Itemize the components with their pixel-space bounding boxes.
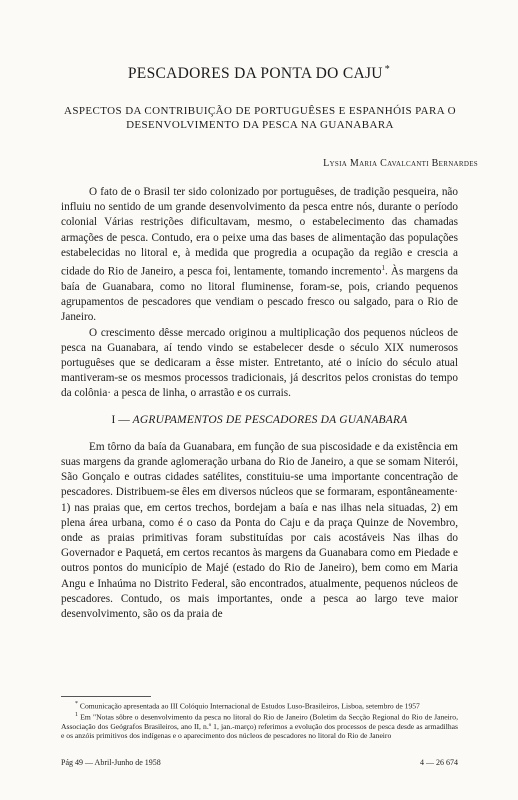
footnote-2-text: Em "Notas sôbre o desenvolvimento da pesca no litoral do Rio de Janeiro (Boletim da Secção Regional do Rio de Janeiro, Associação dos Geógrafos Brasileiros, ano II, n.º 1, jan.-março) referimos a evolução dos processos de pesca desde as armadilhas e os anzóis primitivos dos indígenas e o aparecimento dos núcleos de pescadores no litoral do Rio de Janeiro [61,712,458,741]
paragraph-1-part-b: . Às margens da baía de Guanabara, como no litoral fluminense, foram-se, pois, criando pequenos agrupamentos de pescadores que vendiam o pescado fresco ou salgado, para o Rio de Janeiro. [61,265,458,324]
section-number: I — [111,413,130,426]
footnote-ref-1: 1 [381,264,385,273]
footnote-1-mark: * [75,701,78,707]
paragraph-3: Em tôrno da baía da Guanabara, em função de sua piscosidade e da existência em suas margens da grande aglomeração urbana do Rio de Janeiro, a que se somam Niterói, São Gonçalo e outras cidades satélites, constituiu-se uma importante concentração de pescadores. Distribuem-se êles em diversos núcleos que se formaram, espontâneamente· 1) nas praias que, em certos trechos, bordejam a baía e nas ilhas nela situadas, 2) em plena área urbana, como é o caso da Ponta do Caju e da praça Quinze de Novembro, onde as praias primitivas foram substituídas por cais acostáveis Nas ilhas do Governador e Paquetá, em certos recantos às margens da Guanabara como em Piedade e outros pontos do município de Majé (estado do Rio de Janeiro), bem como em Maria Angu e Inhaúma no Distrito Federal, são encontrados, atualmente, pequenos núcleos de pescadores. Contudo, os mais importantes, onde a pesca ao largo teve maior desenvolvimento, são os da praia de [61,440,458,621]
article-body [61,185,458,622]
paragraph-2: O crescimento dêsse mercado originou a multiplicação dos pequenos núcleos de pesca na Guanabara, aí tendo vindo se estabelecer desde o século XIX numerosos portuguêses que se dedicaram a êsse mister. Entretanto, até o início do século atual mantiveram-se os mesmos processos tradicionais, já descritos pelos cronistas do tempo da colônia· a pesca de linha, o arrastão e os currais. [61,326,458,400]
section-heading [61,413,458,428]
page-footer [61,758,458,767]
title-footnote-mark: * [384,64,391,75]
footnote-2-mark: 1 [75,711,78,718]
paragraph-1 [61,185,458,326]
paragraph-1-part-a: O fato de o Brasil ter sido colonizado por portuguêses, de tradição pesqueira, não influiu no sentido de um grande desenvolvimento da pesca entre nós, durante o período colonial Várias restrições dificultavam, mesmo, o estabelecimento das chamadas armações de pesca. Contudo, era o peixe uma das bases de alimentação das populações estabelecidas no litoral e, à medida que progredia a ocupação da região e crescia a cidade do Rio de Janeiro, a pesca foi, lentamente, tomando incremento [61,186,458,278]
footer-page-info: Pág 49 — Abril-Junho de 1958 [61,758,161,767]
footnotes [61,696,458,741]
article-title [0,64,518,83]
footnote-rule [61,696,151,697]
article-title-text: PESCADORES DA PONTA DO CAJU [127,65,383,83]
footnote-2 [61,711,458,741]
section-title: AGRUPAMENTOS DE PESCADORES DA GUANABARA [132,413,408,426]
footnote-1 [61,700,458,711]
article-subtitle: ASPECTOS DA CONTRIBUIÇÃO DE PORTUGUÊSES E ESPANHÓIS PARA O DESENVOLVIMENTO DA PESCA NA GUANABARA [64,105,456,131]
footer-print-code: 4 — 26 674 [420,758,458,767]
author-name: Lysia Maria Cavalcanti Bernardes [323,158,478,169]
footnote-1-text: Comunicação apresentada ao III Colóquio Internacional de Estudos Luso-Brasileiros, Lisboa, setembro de 1957 [79,701,420,711]
